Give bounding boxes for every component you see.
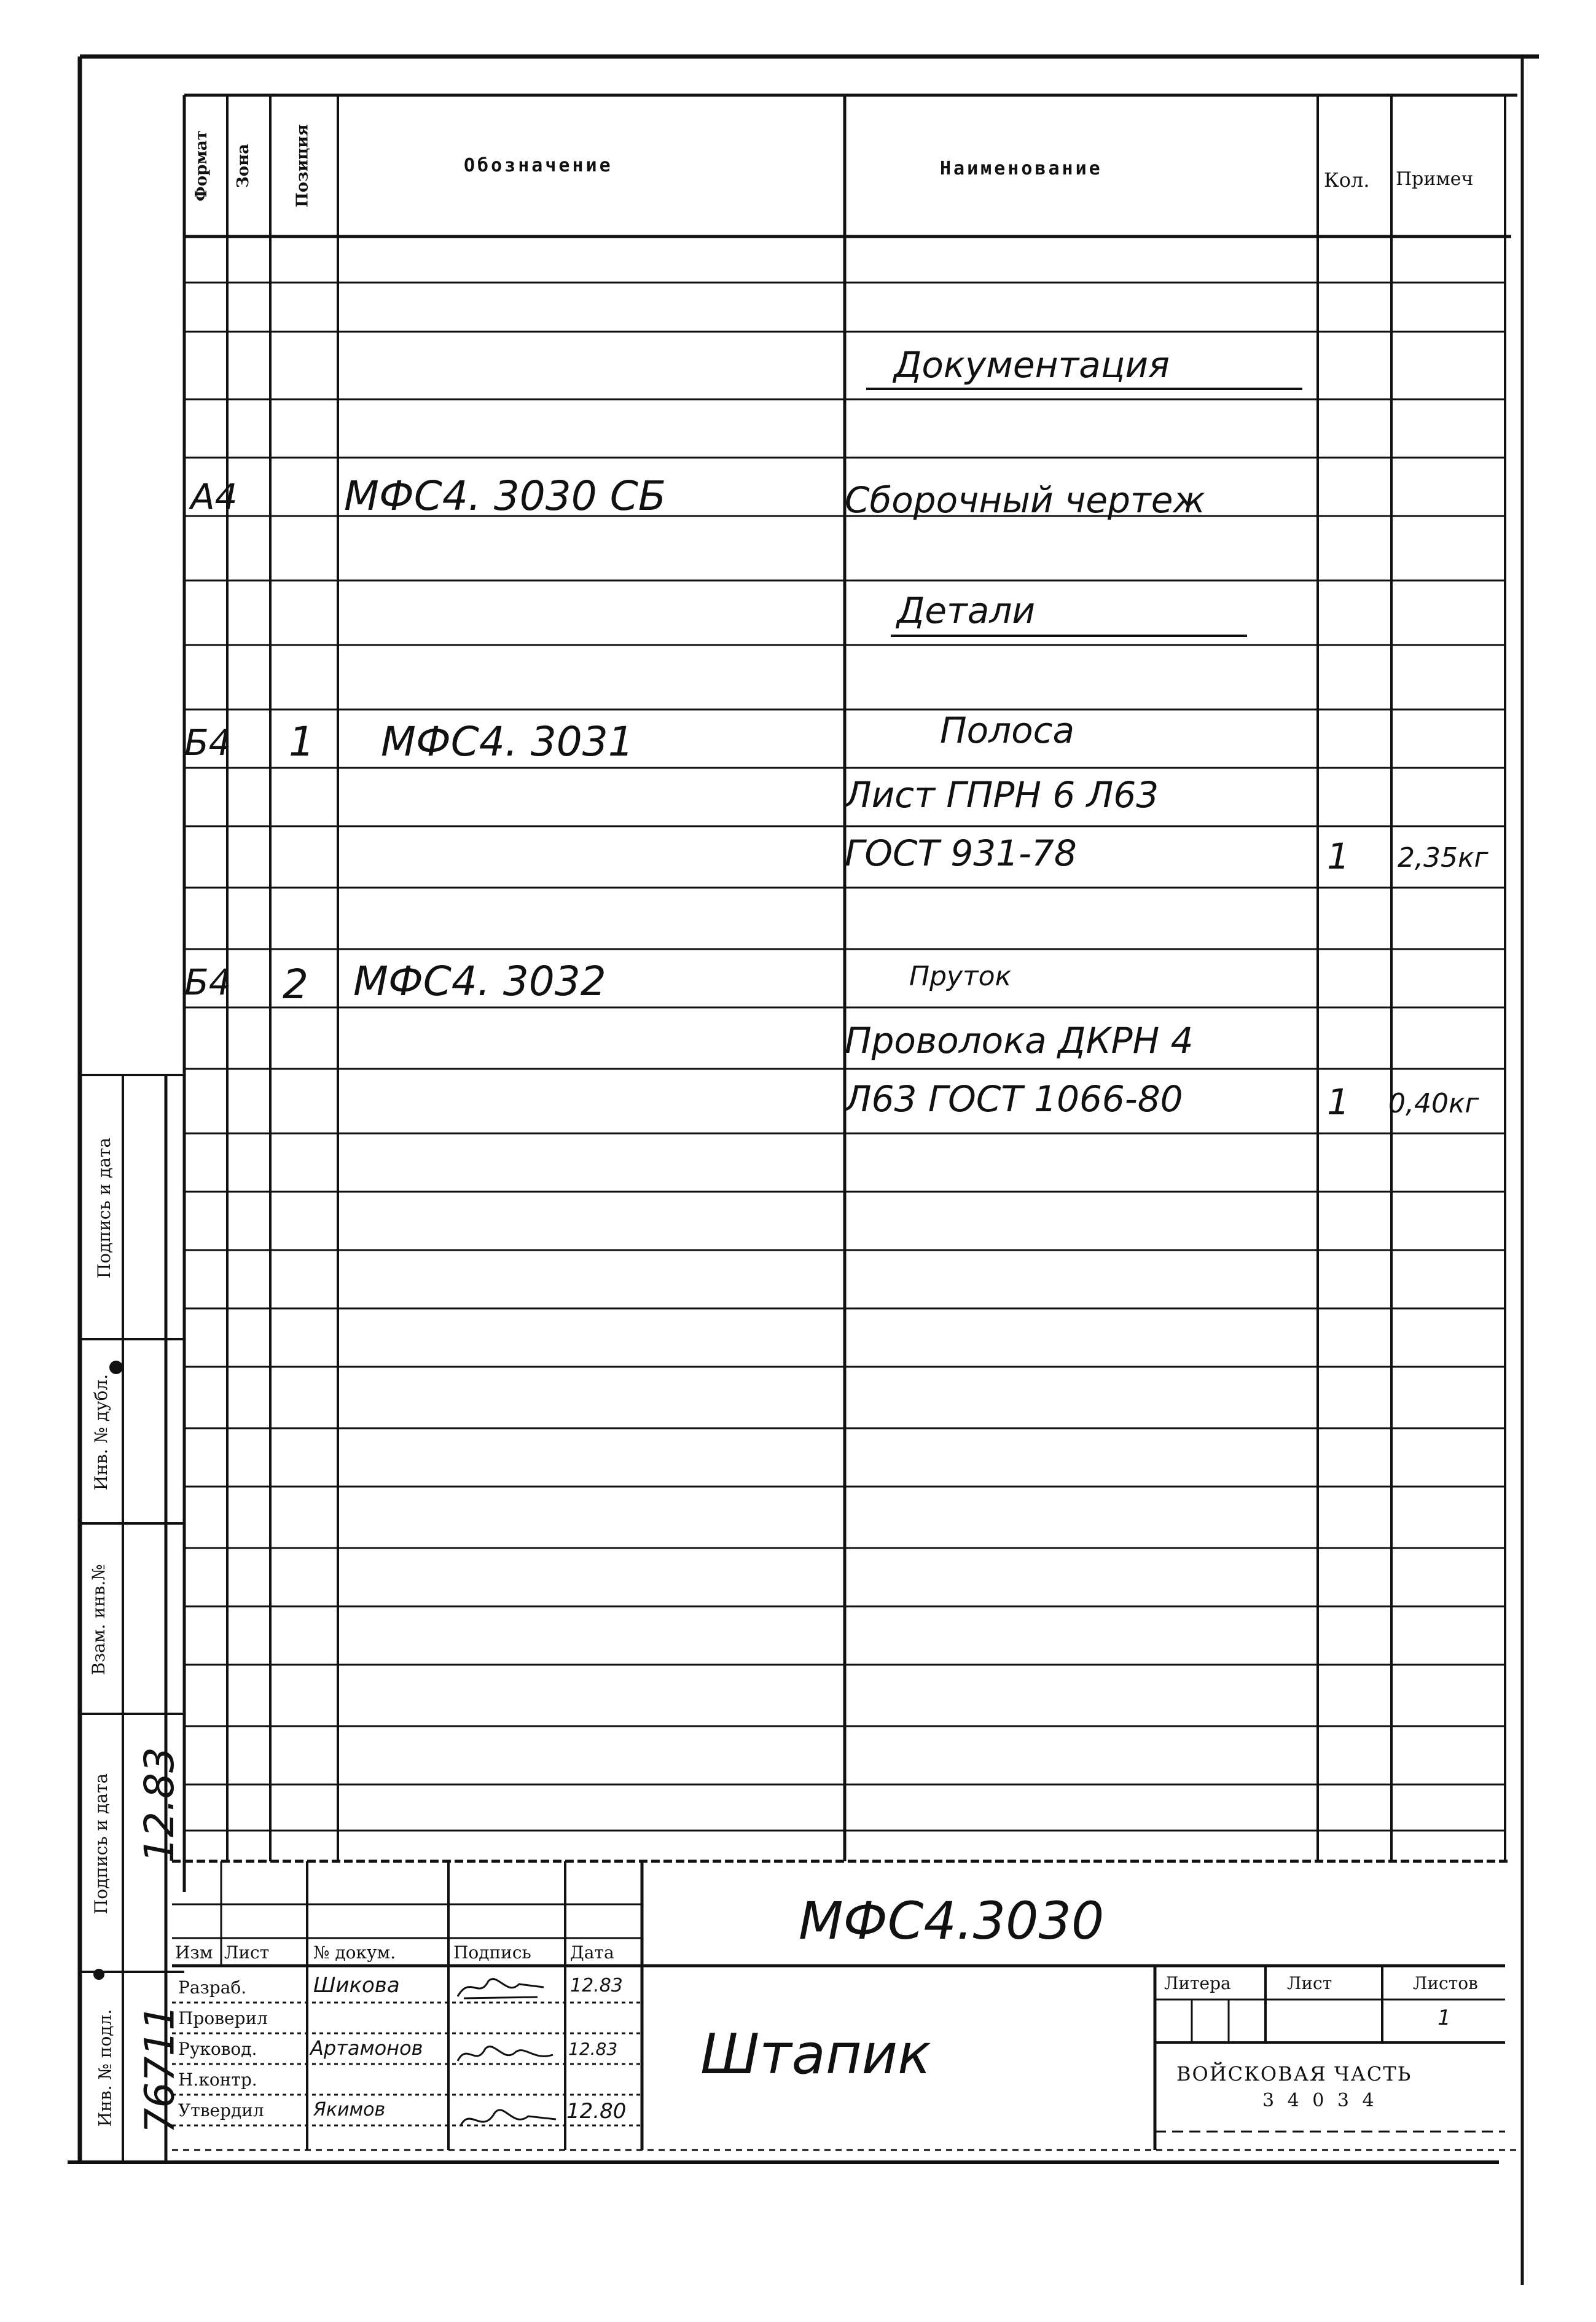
tb-dev-date: 12.83 bbox=[570, 1975, 623, 1996]
tb-appr-date: 12.80 bbox=[566, 2099, 627, 2124]
row-position: 1 bbox=[289, 718, 315, 765]
row-note: 0,40кг bbox=[1388, 1088, 1479, 1119]
row-name: Лист ГПРН 6 Л63 bbox=[845, 774, 1159, 816]
row-qty: 1 bbox=[1327, 835, 1350, 877]
tb-role-lead: Руковод. bbox=[178, 2039, 257, 2059]
tb-role-norm: Н.контр. bbox=[178, 2070, 257, 2090]
row-designation: МФС4. 3031 bbox=[381, 718, 634, 765]
tb-sheets-value: 1 bbox=[1438, 2006, 1451, 2030]
tb-dev-name: Шикова bbox=[313, 1973, 400, 1998]
doc-number: МФС4.3030 bbox=[799, 1891, 1105, 1951]
punch-hole-mark bbox=[93, 1969, 104, 1980]
row-name: Л63 ГОСТ 1066-80 bbox=[845, 1078, 1183, 1120]
row-note: 2,35кг bbox=[1398, 842, 1488, 874]
section-documentation: Документация bbox=[894, 344, 1170, 386]
col-header-format: Формат bbox=[192, 130, 211, 201]
tb-col-ndoc: № докум. bbox=[313, 1942, 396, 1963]
row-name: ГОСТ 931-78 bbox=[845, 832, 1077, 874]
tb-sheet: Лист bbox=[1287, 1973, 1332, 1993]
row-format: Б4 bbox=[184, 961, 232, 1003]
tb-lead-date: 12.83 bbox=[568, 2039, 618, 2059]
row-designation: МФС4. 3030 СБ bbox=[344, 472, 667, 520]
col-header-name: Наименование bbox=[940, 158, 1103, 179]
row-format: А4 bbox=[190, 476, 238, 518]
tb-role-appr: Утвердил bbox=[178, 2100, 264, 2121]
col-header-note: Примеч bbox=[1396, 168, 1474, 190]
row-name: Проволока ДКРН 4 bbox=[845, 1020, 1194, 1061]
tb-lead-name: Артамонов bbox=[310, 2036, 423, 2060]
strip-sign-date-value: 12.83 bbox=[135, 1747, 183, 1863]
tb-org-line1: ВОЙСКОВАЯ ЧАСТЬ bbox=[1176, 2062, 1412, 2086]
row-name: Полоса bbox=[940, 710, 1075, 751]
col-header-position: Позиция bbox=[293, 124, 312, 208]
row-qty: 1 bbox=[1327, 1081, 1350, 1123]
strip-inv-orig: Инв. № подл. bbox=[95, 2009, 115, 2127]
tb-org-line2: 3 4 0 3 4 bbox=[1262, 2090, 1378, 2111]
row-position: 2 bbox=[283, 961, 308, 1008]
strip-sign-date: Подпись и дата bbox=[94, 1137, 115, 1279]
tb-col-izm: Изм bbox=[175, 1942, 213, 1963]
signatures bbox=[452, 1969, 562, 2147]
row-designation: МФС4. 3032 bbox=[353, 958, 606, 1005]
tb-sheets: Листов bbox=[1413, 1973, 1478, 1993]
strip-sign-date-2: Подпись и дата bbox=[91, 1773, 112, 1915]
doc-name: Штапик bbox=[700, 2022, 931, 2087]
tb-col-date: Дата bbox=[570, 1942, 614, 1963]
tb-appr-name: Якимов bbox=[313, 2099, 386, 2121]
row-name: Сборочный чертеж bbox=[845, 479, 1205, 521]
strip-repl-inv: Взам. инв.№ bbox=[88, 1564, 109, 1675]
strip-inv-orig-value: 76711 bbox=[136, 2004, 184, 2134]
col-header-designation: Обозначение bbox=[464, 155, 613, 176]
tb-litera: Литера bbox=[1164, 1973, 1231, 1993]
punch-hole-mark bbox=[109, 1361, 123, 1374]
col-header-zone: Зона bbox=[233, 144, 252, 188]
row-name: Пруток bbox=[909, 961, 1012, 992]
tb-role-dev: Разраб. bbox=[178, 1977, 247, 1998]
tb-role-check: Проверил bbox=[178, 2008, 268, 2028]
row-format: Б4 bbox=[184, 722, 232, 764]
tb-col-sign: Подпись bbox=[453, 1942, 531, 1963]
col-header-qty: Кол. bbox=[1324, 168, 1370, 192]
strip-inv-dup: Инв. № дубл. bbox=[91, 1374, 112, 1491]
tb-col-list: Лист bbox=[224, 1942, 270, 1963]
section-details: Детали bbox=[897, 590, 1036, 631]
